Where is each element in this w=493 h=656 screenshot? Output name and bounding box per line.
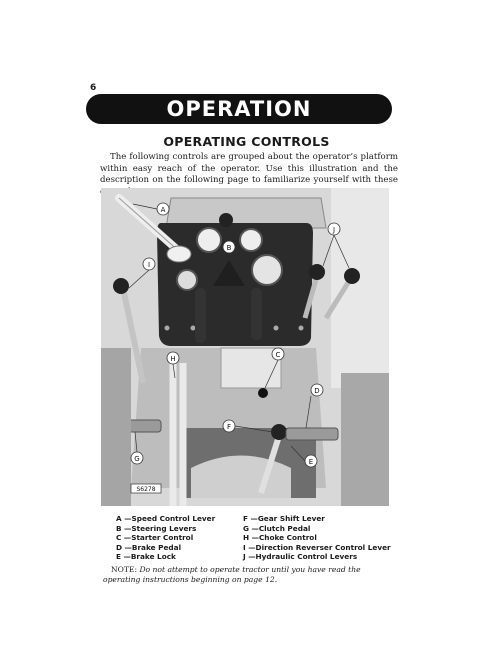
legend-item-f: F —Gear Shift Lever bbox=[243, 514, 325, 523]
legend-item-d: D —Brake Pedal bbox=[116, 542, 182, 552]
legend-item-c: C —Starter Control bbox=[116, 533, 194, 543]
callout-j: J bbox=[332, 226, 336, 234]
controls-illustration bbox=[101, 188, 389, 506]
callout-g: G bbox=[134, 455, 140, 463]
callout-d: D bbox=[314, 387, 320, 395]
callout-f: F bbox=[226, 423, 232, 431]
callout-a: A bbox=[160, 206, 166, 214]
callout-i: I bbox=[147, 261, 151, 269]
callout-e: E bbox=[308, 458, 314, 466]
legend-item-g: G —Clutch Pedal bbox=[243, 523, 311, 533]
legend-item-a: A —Speed Control Lever bbox=[116, 514, 216, 523]
page-number: 6 bbox=[90, 83, 97, 93]
figure-id: S6278 bbox=[136, 486, 156, 493]
legend-item-i: I —Direction Reverser Control Lever bbox=[243, 542, 391, 552]
note bbox=[103, 565, 397, 585]
legend-item-e: E —Brake Lock bbox=[116, 552, 176, 562]
legend-item-b: B —Steering Levers bbox=[116, 523, 197, 533]
controls-photo bbox=[101, 188, 389, 506]
legend-item-j: J —Hydraulic Control Levers bbox=[243, 552, 358, 562]
intro-paragraph: The following controls are grouped about the operator’s platform within easy reach of the operator. Use this illustration and the description on the following page to familiarize yourself with these bbox=[100, 152, 398, 185]
note-label: NOTE: bbox=[111, 565, 138, 574]
section-title: OPERATING CONTROLS bbox=[163, 134, 330, 149]
callout-h: H bbox=[170, 355, 176, 363]
banner-title: OPERATION bbox=[166, 97, 312, 121]
legend-right bbox=[243, 514, 393, 562]
callout-c: C bbox=[275, 351, 281, 359]
section-banner bbox=[86, 94, 392, 124]
note-text: Do not attempt to operate tractor until you have read the operating instructions beginning on page 12. bbox=[103, 565, 361, 585]
legend-item-h: H —Choke Control bbox=[243, 533, 317, 543]
callout-b: B bbox=[226, 244, 232, 252]
legend-left bbox=[116, 514, 238, 562]
